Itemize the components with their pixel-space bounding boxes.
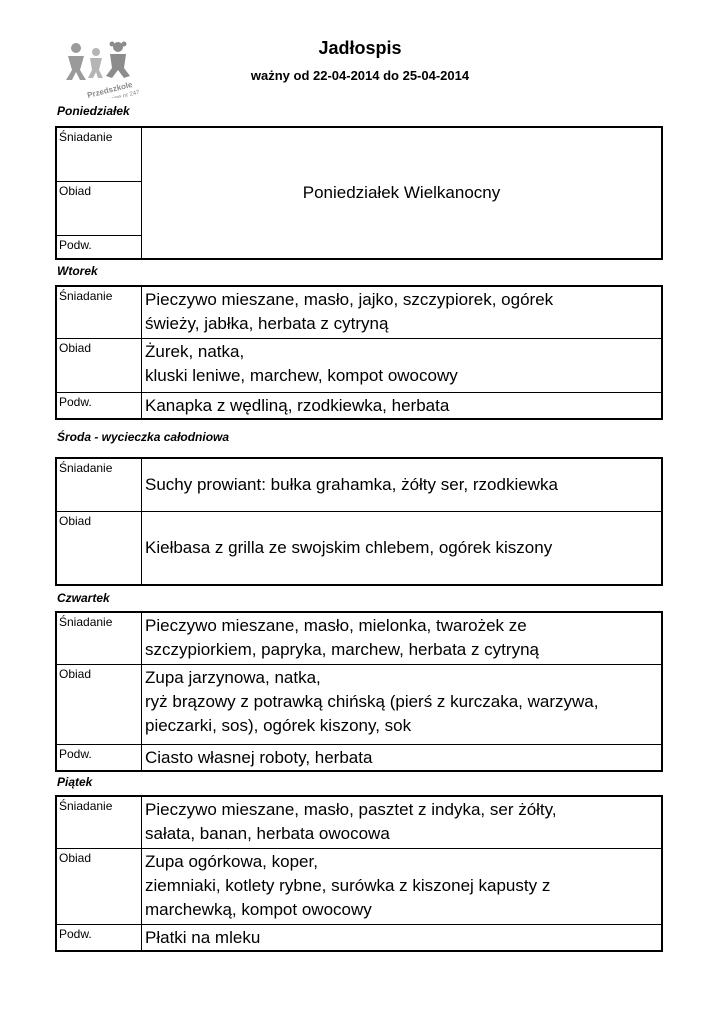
- meal-breakfast: Suchy prowiant: bułka grahamka, żółty ser, rzodkiewka: [142, 458, 663, 511]
- meal-lunch: Zupa ogórkowa, koper, ziemniaki, kotlety rybne, surówka z kiszonej kapusty z marchewką, kompot owocowy: [142, 848, 663, 924]
- meal-label-lunch: Obiad: [56, 181, 142, 235]
- meal-label-lunch: Obiad: [56, 848, 142, 924]
- menu-table-thursday: [55, 611, 663, 772]
- day-heading-monday: Poniedziałek: [57, 104, 130, 118]
- menu-table-tuesday: [55, 285, 663, 420]
- meal-lunch: Kiełbasa z grilla ze swojskim chlebem, ogórek kiszony: [142, 511, 663, 585]
- validity-period: ważny od 22-04-2014 do 25-04-2014: [250, 68, 470, 83]
- meal-label-breakfast: Śniadanie: [56, 458, 142, 511]
- meal-label-breakfast: Śniadanie: [56, 796, 142, 848]
- meal-snack: Ciasto własnej roboty, herbata: [142, 744, 663, 771]
- meal-label-snack: Podw.: [56, 744, 142, 771]
- meal-label-snack: Podw.: [56, 235, 142, 259]
- svg-text:Przedszkole: Przedszkole: [86, 80, 134, 98]
- kindergarten-logo: [58, 40, 148, 98]
- meal-lunch: Zupa jarzynowa, natka, ryż brązowy z potrawką chińską (pierś z kurczaka, warzywa, pieczarki, sos), ogórek kiszony, sok: [142, 664, 663, 744]
- menu-table-monday: [55, 126, 663, 260]
- meal-breakfast: Pieczywo mieszane, masło, pasztet z indyka, ser żółty, sałata, banan, herbata owocowa: [142, 796, 663, 848]
- day-heading-friday: Piątek: [57, 775, 93, 789]
- menu-table-friday: [55, 795, 663, 952]
- day-heading-tuesday: Wtorek: [57, 264, 98, 278]
- meal-label-snack: Podw.: [56, 924, 142, 951]
- meal-lunch: Żurek, natka, kluski leniwe, marchew, kompot owocowy: [142, 338, 663, 392]
- meal-label-breakfast: Śniadanie: [56, 286, 142, 338]
- holiday-note: Poniedziałek Wielkanocny: [142, 127, 663, 259]
- meal-breakfast: Pieczywo mieszane, masło, jajko, szczypiorek, ogórek świeży, jabłka, herbata z cytryną: [142, 286, 663, 338]
- meal-breakfast: Pieczywo mieszane, masło, mielonka, twarożek ze szczypiorkiem, papryka, marchew, herbata z cytryną: [142, 612, 663, 664]
- page-title: Jadłospis: [318, 38, 402, 58]
- menu-table-wednesday: [55, 457, 663, 586]
- meal-label-lunch: Obiad: [56, 338, 142, 392]
- meal-snack: Kanapka z wędliną, rzodkiewka, herbata: [142, 392, 663, 419]
- day-heading-thursday: Czwartek: [57, 591, 110, 605]
- meal-label-lunch: Obiad: [56, 664, 142, 744]
- day-heading-wednesday: Środa - wycieczka całodniowa: [57, 430, 230, 444]
- meal-label-breakfast: Śniadanie: [56, 612, 142, 664]
- meal-snack: Płatki na mleku: [142, 924, 663, 951]
- meal-label-breakfast: Śniadanie: [56, 127, 142, 181]
- meal-label-snack: Podw.: [56, 392, 142, 419]
- meal-label-lunch: Obiad: [56, 511, 142, 585]
